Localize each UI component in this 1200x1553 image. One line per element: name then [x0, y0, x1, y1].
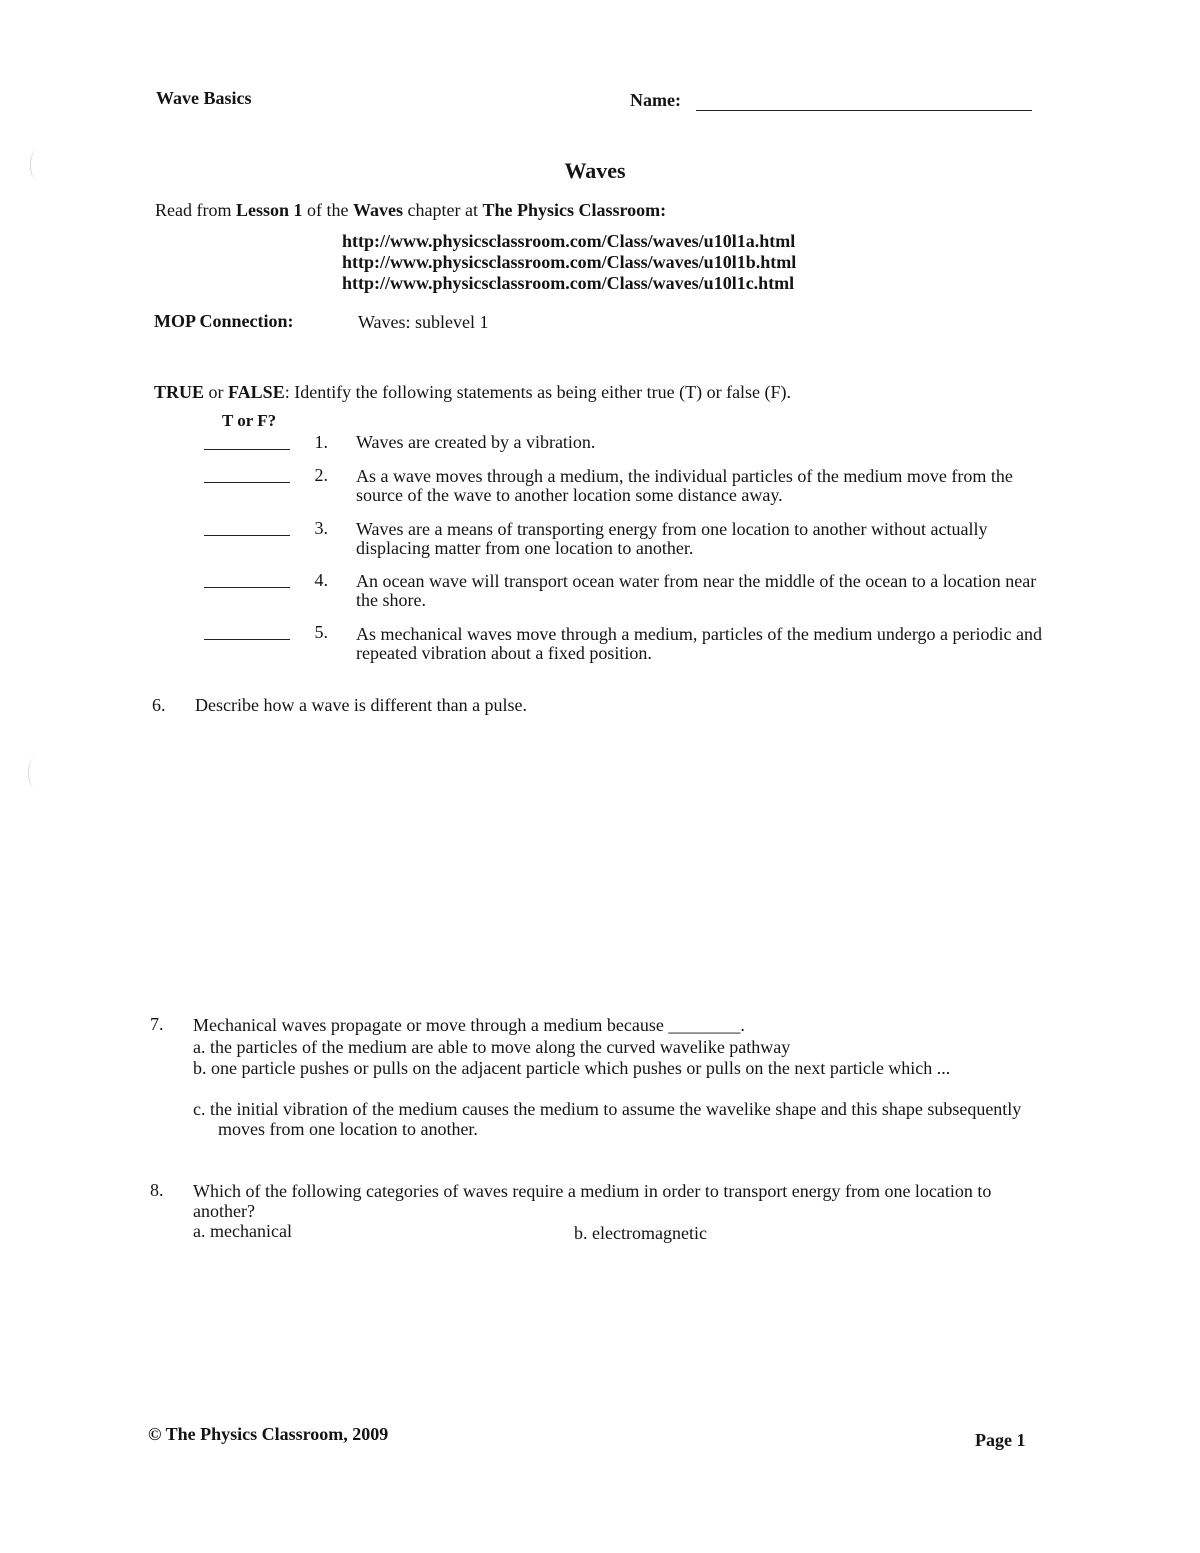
- answer-blank-3[interactable]: [204, 535, 290, 536]
- question-7-text: Mechanical waves propagate or move through a medium because ________.: [193, 1015, 745, 1035]
- page-title: Waves: [564, 158, 626, 183]
- site-ref: The Physics Classroom:: [482, 200, 667, 220]
- option-letter: a.: [193, 1037, 206, 1057]
- answer-blank-4[interactable]: [204, 587, 290, 588]
- reading-prefix: Read from: [155, 200, 236, 220]
- question-6-text: Describe how a wave is different than a pulse.: [195, 695, 528, 715]
- tf-item-text: Waves are a means of transporting energy from one location to another without actually displacing matter from one location to another.: [356, 519, 988, 558]
- scan-artifact-mark: [28, 758, 41, 788]
- true-word: TRUE: [154, 382, 205, 402]
- reading-url[interactable]: http://www.physicsclassroom.com/Class/waves/u10l1c.html: [342, 273, 795, 293]
- option-text: mechanical: [210, 1221, 292, 1241]
- reading-of-the: of the: [302, 200, 353, 220]
- question-7-option-a[interactable]: [193, 1037, 1023, 1057]
- question-7-option-c[interactable]: [193, 1099, 1038, 1139]
- mop-connection-value: Waves: sublevel 1: [358, 312, 489, 332]
- false-word: FALSE: [228, 382, 285, 402]
- reading-url[interactable]: http://www.physicsclassroom.com/Class/waves/u10l1a.html: [342, 231, 796, 251]
- reading-url[interactable]: http://www.physicsclassroom.com/Class/waves/u10l1b.html: [342, 252, 797, 272]
- answer-blank-1[interactable]: [204, 449, 290, 450]
- reading-instruction: [155, 200, 666, 221]
- question-number: 6.: [152, 695, 166, 715]
- tf-item-text: As mechanical waves move through a medium, particles of the medium undergo a periodic and repeated vibration about a fixed position.: [356, 624, 1042, 663]
- true-false-instructions: [154, 382, 791, 403]
- tf-item-number: 2.: [314, 465, 328, 485]
- reading-urls: [342, 231, 796, 294]
- question-8-option-b[interactable]: [574, 1223, 707, 1243]
- name-label: Name:: [630, 90, 681, 110]
- option-text: the initial vibration of the medium causes the medium to assume the wavelike shape and this shape subsequently moves from one location to another.: [210, 1099, 1022, 1139]
- scan-artifact-mark: [30, 150, 43, 180]
- or-word: or: [204, 382, 229, 402]
- answer-blank-2[interactable]: [204, 482, 290, 483]
- question-6-answer-space[interactable]: [150, 725, 1040, 1005]
- tf-item-text: As a wave moves through a medium, the individual particles of the medium move from the source of the wave to another location some distance away.: [356, 466, 1013, 505]
- option-letter: b.: [193, 1058, 207, 1078]
- lesson-ref: Lesson 1: [235, 200, 303, 220]
- page-number: Page 1: [975, 1430, 1026, 1450]
- chapter-ref: Waves: [352, 200, 403, 220]
- reading-chapter-at: chapter at: [403, 200, 483, 220]
- option-text: electromagnetic: [592, 1223, 707, 1243]
- copyright-footer: © The Physics Classroom, 2009: [148, 1424, 389, 1444]
- tf-item-text: An ocean wave will transport ocean water from near the middle of the ocean to a location near the shore.: [356, 571, 1037, 610]
- option-letter: a.: [193, 1221, 206, 1241]
- mop-connection-label: MOP Connection:: [154, 311, 294, 331]
- question-7-option-b[interactable]: [193, 1058, 1038, 1078]
- question-number: 7.: [150, 1014, 164, 1034]
- tf-item-number: 1.: [314, 432, 328, 452]
- option-letter: c.: [193, 1099, 206, 1119]
- question-8-option-a[interactable]: [193, 1221, 292, 1241]
- option-letter: b.: [574, 1223, 588, 1243]
- name-blank-line[interactable]: [696, 110, 1032, 111]
- question-8-text: Which of the following categories of waves require a medium in order to transport energy from one location to another?: [193, 1181, 992, 1221]
- answer-blank-5[interactable]: [204, 639, 290, 640]
- t-or-f-column-header: T or F?: [222, 411, 277, 430]
- tf-instruction-text: : Identify the following statements as being either true (T) or false (F).: [284, 382, 792, 402]
- tf-item-number: 3.: [314, 518, 328, 538]
- tf-item-number: 4.: [314, 570, 328, 590]
- question-number: 8.: [150, 1180, 164, 1200]
- option-text: one particle pushes or pulls on the adjacent particle which pushes or pulls on the next particle which ...: [211, 1058, 951, 1078]
- worksheet-unit-title: Wave Basics: [156, 88, 252, 108]
- tf-item-text: Waves are created by a vibration.: [356, 432, 596, 452]
- option-text: the particles of the medium are able to move along the curved wavelike pathway: [210, 1037, 791, 1057]
- tf-item-number: 5.: [314, 622, 328, 642]
